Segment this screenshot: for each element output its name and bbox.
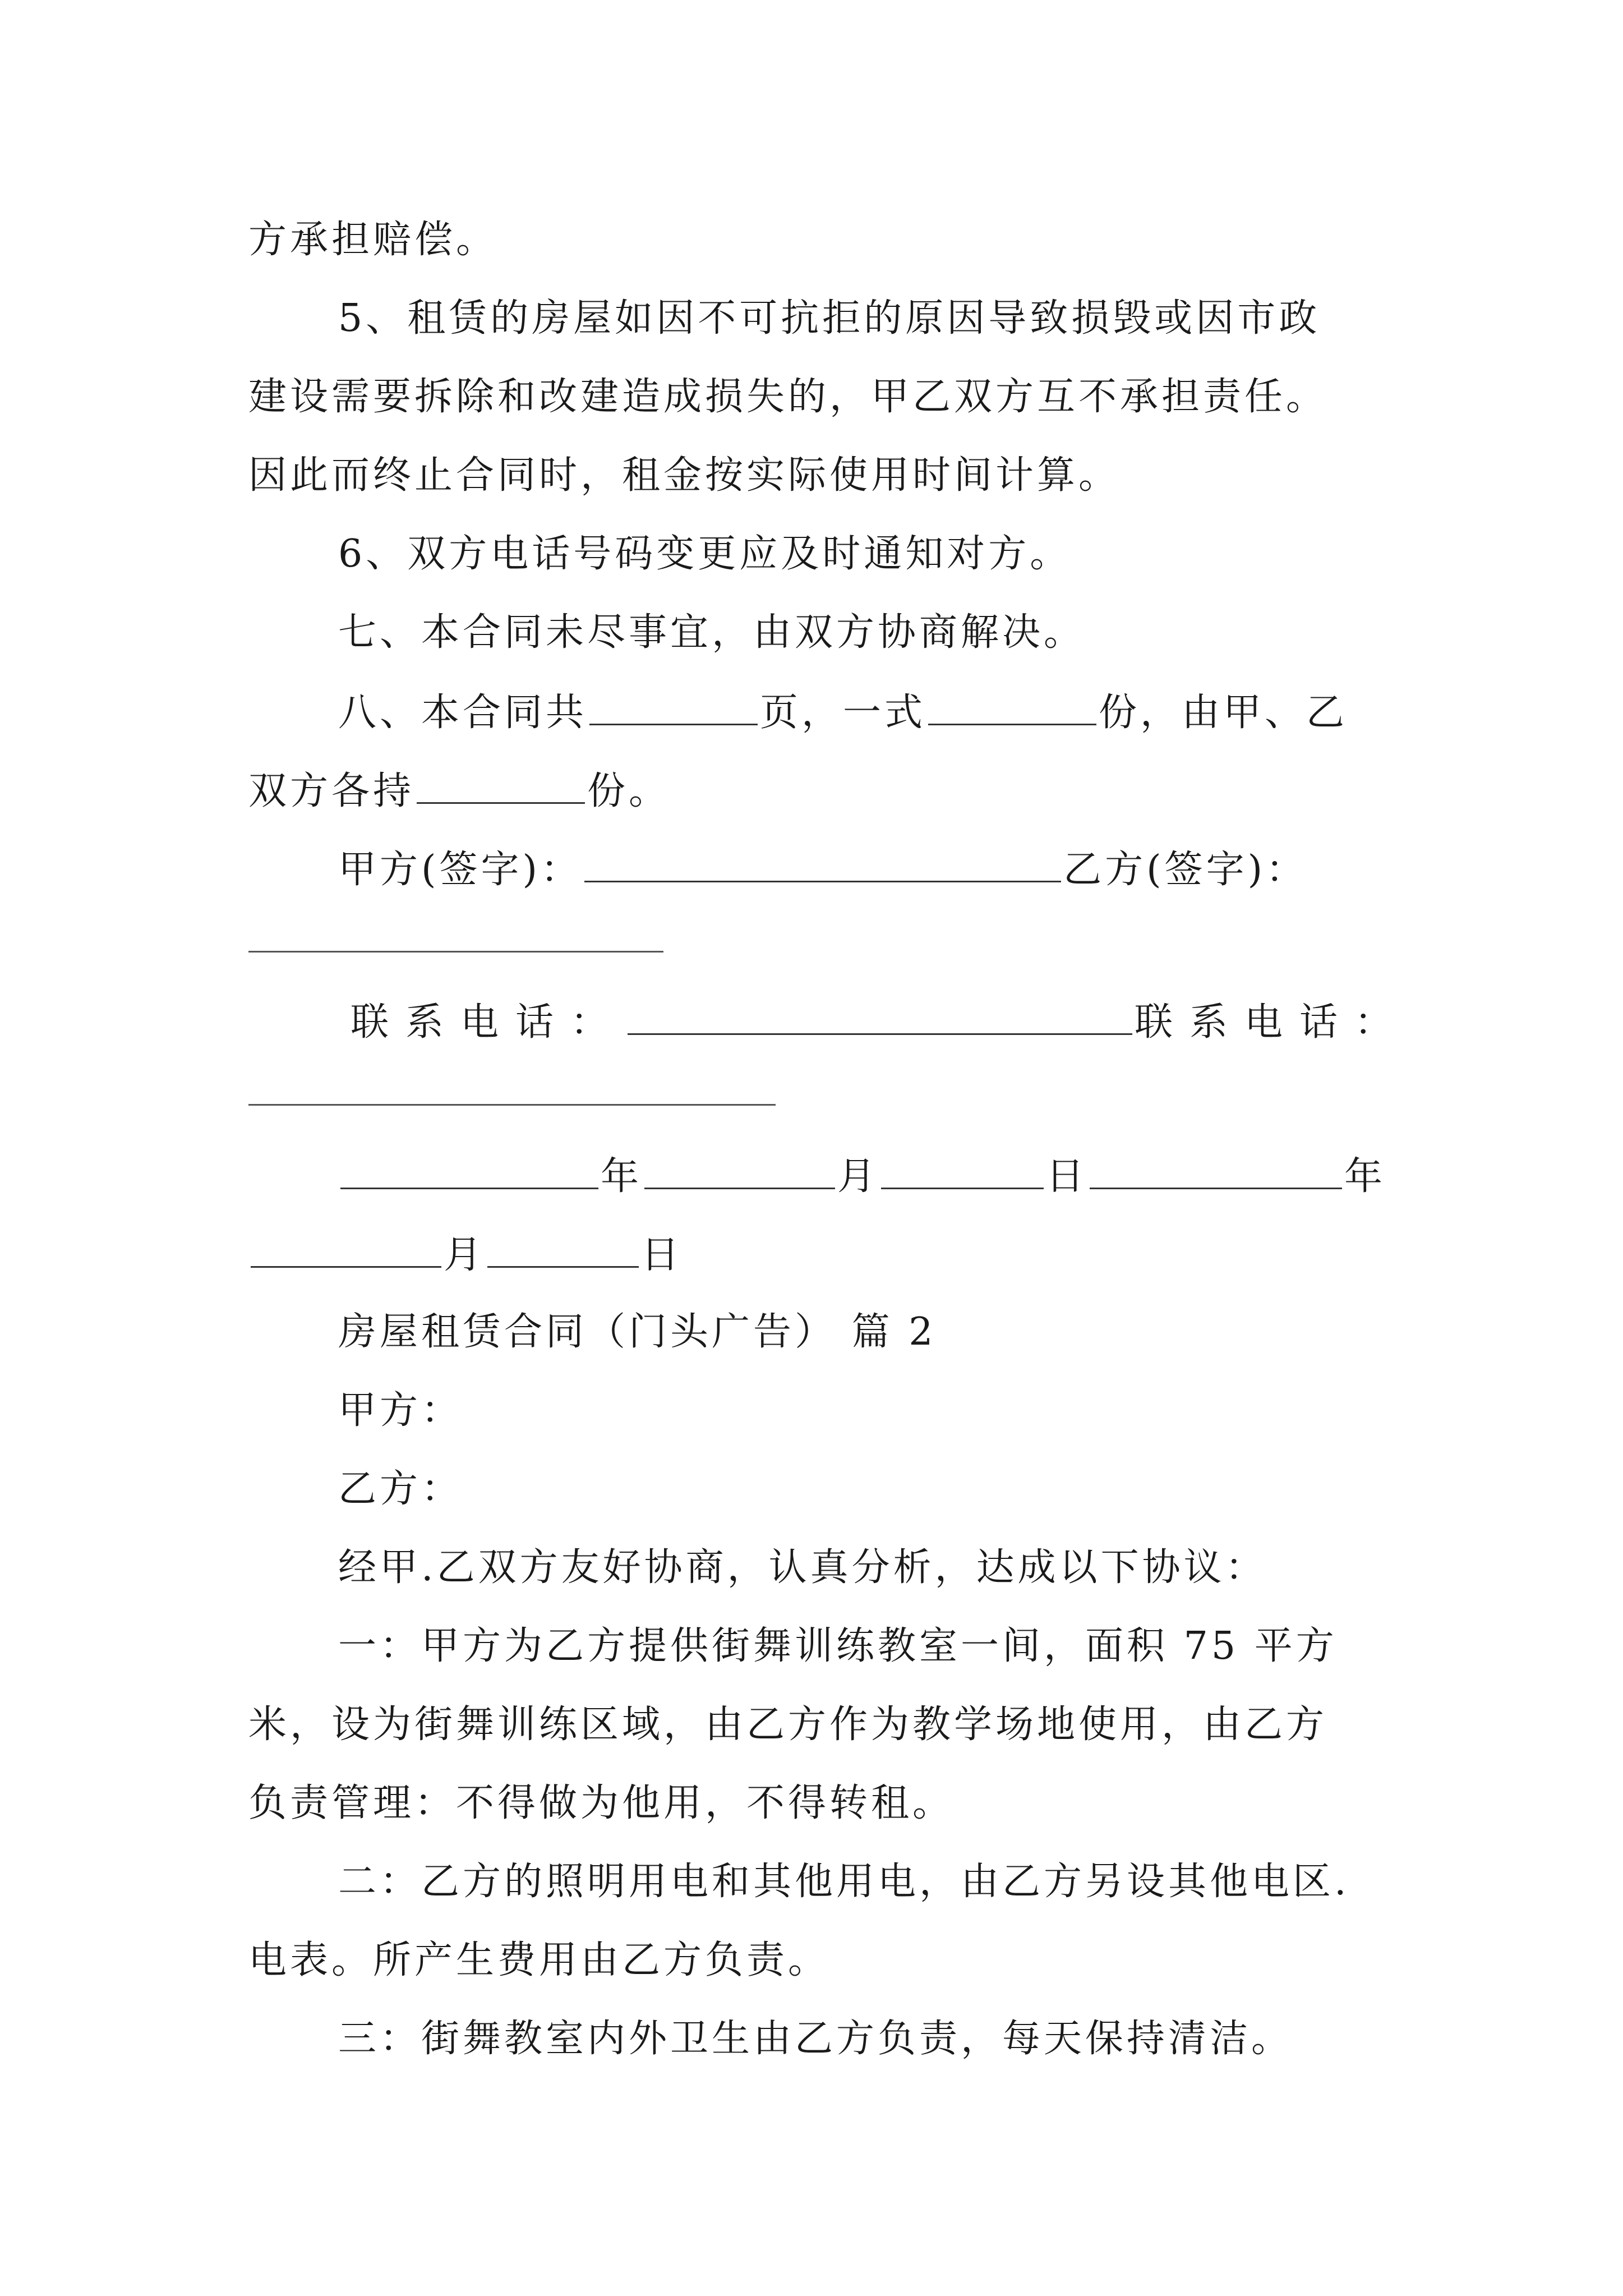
section-2-clause-1-line-3: 负责管理：不得做为他用，不得转租。: [248, 1781, 955, 1825]
party-a-year-field[interactable]: [340, 1147, 598, 1189]
clause-8-text-b: 页，一式: [760, 691, 926, 735]
party-b-phone-field[interactable]: [248, 1104, 776, 1106]
section-2-clause-1-line-1: 一：甲方为乙方提供街舞训练教室一间，面积 75 平方: [338, 1624, 1338, 1668]
section-2-clause-1-line-2: 米，设为街舞训练区域，由乙方作为教学场地使用，由乙方: [248, 1703, 1328, 1747]
clause-8-text-d: 双方各持: [248, 769, 415, 813]
party-a-day-field[interactable]: [881, 1147, 1044, 1189]
day-label-a: 日: [1046, 1154, 1088, 1199]
section-2-intro: 经甲.乙双方友好协商，认真分析，达成以下协议：: [338, 1545, 1267, 1590]
day-label-b: 日: [641, 1233, 683, 1277]
party-b-month-field[interactable]: [251, 1226, 441, 1268]
party-b-day-field[interactable]: [487, 1226, 639, 1268]
clause-5-line-2: 建设需要拆除和改建造成损失的，甲乙双方互不承担责任。: [248, 375, 1328, 419]
signature-line: [338, 840, 1307, 898]
party-a-signature-label: 甲方(签字)：: [338, 848, 583, 892]
section-2-party-b: 乙方：: [338, 1467, 463, 1511]
party-a-phone-label: 联系电话：: [351, 1000, 626, 1045]
section-2-clause-3: 三：街舞教室内外卫生由乙方负责，每天保持清洁。: [338, 2017, 1293, 2061]
section-2-party-a: 甲方：: [338, 1388, 463, 1433]
month-label-a: 月: [837, 1154, 879, 1199]
month-label-b: 月: [444, 1233, 486, 1277]
year-label-a: 年: [601, 1154, 643, 1199]
date-line-2: [248, 1226, 683, 1283]
pages-blank[interactable]: [589, 683, 758, 725]
each-holds-blank[interactable]: [417, 762, 585, 804]
clause-8-line-2: [248, 762, 670, 820]
clause-8-text-a: 八、本合同共: [338, 691, 588, 735]
clause-8-text-c: 份，由甲、乙: [1099, 691, 1348, 735]
clause-8-text-e: 份。: [587, 769, 671, 813]
party-a-phone-field[interactable]: [628, 993, 1132, 1035]
clause-continuation: 方承担赔偿。: [248, 218, 498, 262]
section-2-clause-2-line-1: 二：乙方的照明用电和其他用电，由乙方另设其他电区.: [338, 1860, 1350, 1904]
section-2-clause-2-line-2: 电表。所产生费用由乙方负责。: [248, 1938, 830, 1982]
party-b-phone-label: 联系电话：: [1135, 1000, 1410, 1045]
party-b-signature-label: 乙方(签字)：: [1063, 848, 1308, 892]
date-line-1: [338, 1147, 1386, 1205]
clause-5-line-1: 5、租赁的房屋如因不可抗拒的原因导致损毁或因市政: [338, 296, 1321, 341]
copies-blank[interactable]: [928, 683, 1096, 725]
party-a-signature-field[interactable]: [584, 840, 1061, 882]
phone-line: [351, 993, 1409, 1051]
clause-8-line-1: [338, 683, 1348, 741]
party-b-year-field[interactable]: [1090, 1147, 1342, 1189]
section-2-title: 房屋租赁合同（门头广告） 篇 2: [338, 1310, 937, 1354]
party-a-month-field[interactable]: [644, 1147, 835, 1189]
party-b-signature-field[interactable]: [248, 951, 663, 953]
clause-6: 6、双方电话号码变更应及时通知对方。: [338, 532, 1072, 576]
year-label-b: 年: [1344, 1154, 1386, 1199]
clause-5-line-3: 因此而终止合同时，租金按实际使用时间计算。: [248, 453, 1121, 498]
clause-7: 七、本合同未尽事宜，由双方协商解决。: [338, 610, 1086, 655]
